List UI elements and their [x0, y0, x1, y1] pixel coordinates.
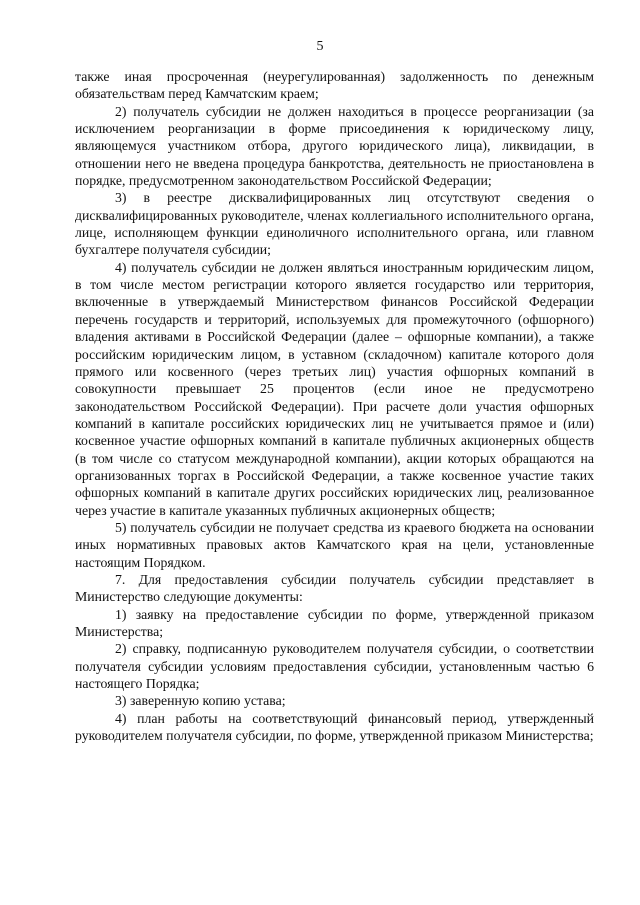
paragraph-item-4: 4) получатель субсидии не должен являться иностранным юридическим лицом, в том числе местом регистрации которого является государство или территория, включенные в утверждаемый Министерством финансов Российской Федерации перечень государств и территорий, используемых для промежуточного (офшорного) владения активами в Российской Федерации (далее – офшорные компании), а также российским юридическим лицом, в уставном (складочном) капитале которого доля прямого или косвенного (через третьих лиц) участия офшорных компаний в совокупности превышает 25 процентов (если иное не предусмотрено законодательством Российской Федерации). При расчете доли участия офшорных компаний в капитале российских юридических лиц не учитывается прямое и (или) косвенное участие офшорных компаний в капитале публичных акционерных обществ (в том числе со статусом международной компании), акции которых обращаются на организованных торгах в Российской Федерации, а также косвенное участие таких офшорных компаний в капитале других российских юридических лиц, реализованное через участие в капитале указанных публичных акционерных обществ; [75, 259, 594, 518]
paragraph-continuation: также иная просроченная (неурегулированная) задолженность по денежным обязательствам перед Камчатским краем; [75, 69, 594, 102]
paragraph-doc-2: 2) справку, подписанную руководителем получателя субсидии, о соответствии получателя субсидии условиям предоставления субсидии, установленным частью 6 настоящего Порядка; [75, 641, 594, 692]
paragraph-item-3: 3) в реестре дисквалифицированных лиц отсутствуют сведения о дисквалифицированных руководителе, членах коллегиального исполнительного органа, лице, исполняющем функции единоличного исполнительного органа, или главном бухгалтере получателя субсидии; [75, 190, 594, 258]
paragraph-item-5: 5) получатель субсидии не получает средства из краевого бюджета на основании иных нормативных правовых актов Камчатского края на цели, установленные настоящим Порядком. [75, 519, 594, 570]
page-number: 5 [316, 39, 324, 54]
document-body [75, 68, 594, 744]
paragraph-item-2: 2) получатель субсидии не должен находиться в процессе реорганизации (за исключением реорганизации в форме присоединения к юридическому лицу, являющемуся участником отбора, другого юридического лица), ликвидации, в отношении него не введена процедура банкротства, деятельность не приостановлена в порядке, предусмотренном законодательством Российской Федерации; [75, 103, 594, 189]
paragraph-doc-3: 3) заверенную копию устава; [115, 693, 286, 709]
paragraph-doc-4: 4) план работы на соответствующий финансовый период, утвержденный руководителем получателя субсидии, по форме, утвержденной приказом Министерства; [75, 710, 594, 744]
paragraph-doc-1: 1) заявку на предоставление субсидии по форме, утвержденной приказом Министерства; [75, 606, 594, 639]
paragraph-section-7: 7. Для предоставления субсидии получатель субсидии представляет в Министерство следующие документы: [75, 571, 594, 605]
